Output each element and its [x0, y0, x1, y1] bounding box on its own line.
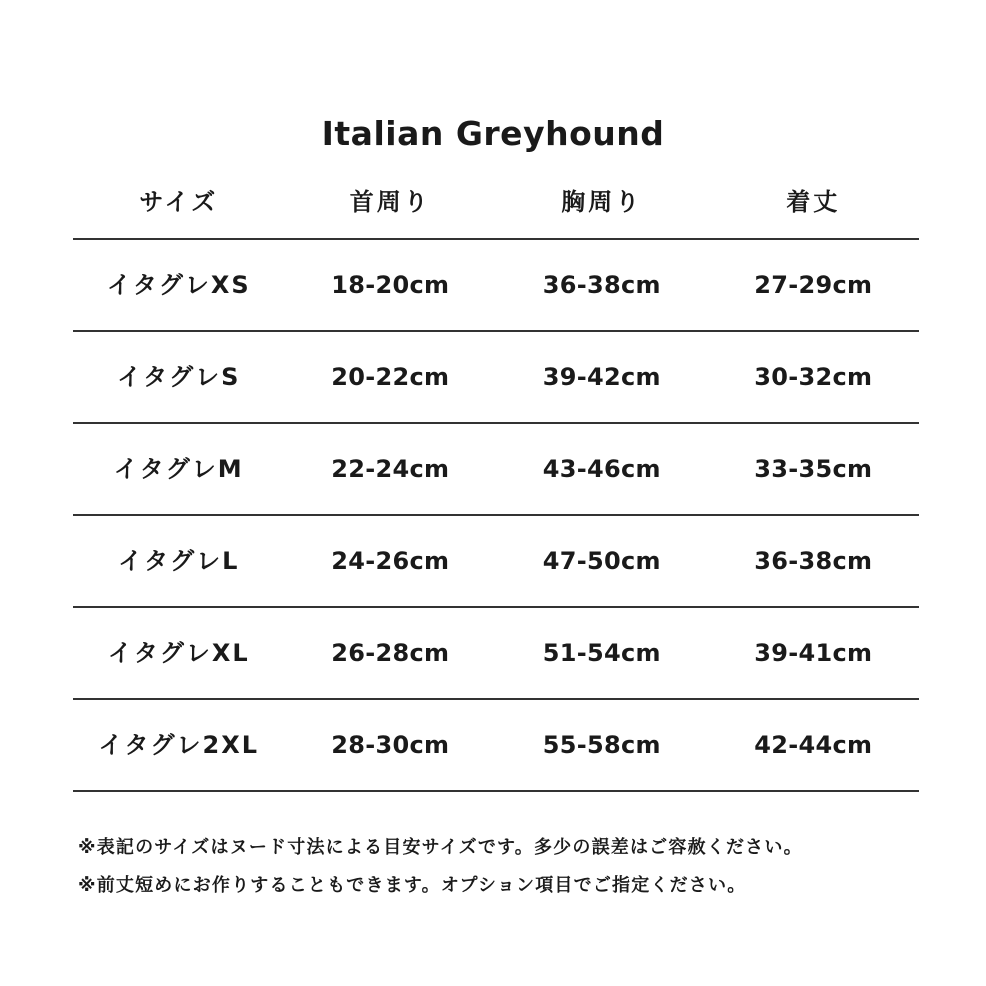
size-cell: イタグレL	[118, 547, 240, 575]
table-row	[73, 516, 919, 608]
chest-cell: 47-50cm	[542, 547, 661, 575]
table-row	[73, 240, 919, 332]
note-option: ※前丈短めにお作りすることもできます。オプション項目でご指定ください。	[78, 875, 747, 896]
chest-cell: 39-42cm	[542, 363, 661, 391]
table-row	[73, 700, 919, 792]
size-cell: イタグレXS	[106, 271, 251, 299]
note-measurement: ※表記のサイズはヌード寸法による目安サイズです。多少の誤差はご容赦ください。	[78, 837, 803, 858]
table-row	[73, 332, 919, 424]
length-cell: 36-38cm	[754, 547, 873, 575]
size-cell: イタグレM	[113, 455, 244, 483]
notes	[78, 835, 958, 911]
table-row	[73, 608, 919, 700]
length-cell: 33-35cm	[754, 455, 873, 483]
chest-cell: 51-54cm	[542, 639, 661, 667]
size-cell: イタグレ2XL	[98, 731, 259, 759]
neck-cell: 26-28cm	[331, 639, 450, 667]
length-cell: 42-44cm	[754, 731, 873, 759]
chest-cell: 36-38cm	[542, 271, 661, 299]
header-chest: 胸周り	[561, 188, 643, 216]
size-cell: イタグレS	[117, 363, 241, 391]
table-row	[73, 424, 919, 516]
neck-cell: 24-26cm	[331, 547, 450, 575]
table-header-row	[73, 178, 919, 240]
size-table	[73, 178, 919, 792]
header-neck: 首周り	[349, 188, 431, 216]
chest-cell: 43-46cm	[542, 455, 661, 483]
length-cell: 39-41cm	[754, 639, 873, 667]
length-cell: 27-29cm	[754, 271, 873, 299]
length-cell: 30-32cm	[754, 363, 873, 391]
header-size: サイズ	[139, 188, 219, 216]
neck-cell: 18-20cm	[331, 271, 450, 299]
neck-cell: 20-22cm	[331, 363, 450, 391]
chest-cell: 55-58cm	[542, 731, 661, 759]
size-cell: イタグレXL	[107, 639, 250, 667]
neck-cell: 28-30cm	[331, 731, 450, 759]
header-length: 着丈	[786, 188, 841, 216]
page-title: Italian Greyhound	[321, 114, 665, 153]
neck-cell: 22-24cm	[331, 455, 450, 483]
